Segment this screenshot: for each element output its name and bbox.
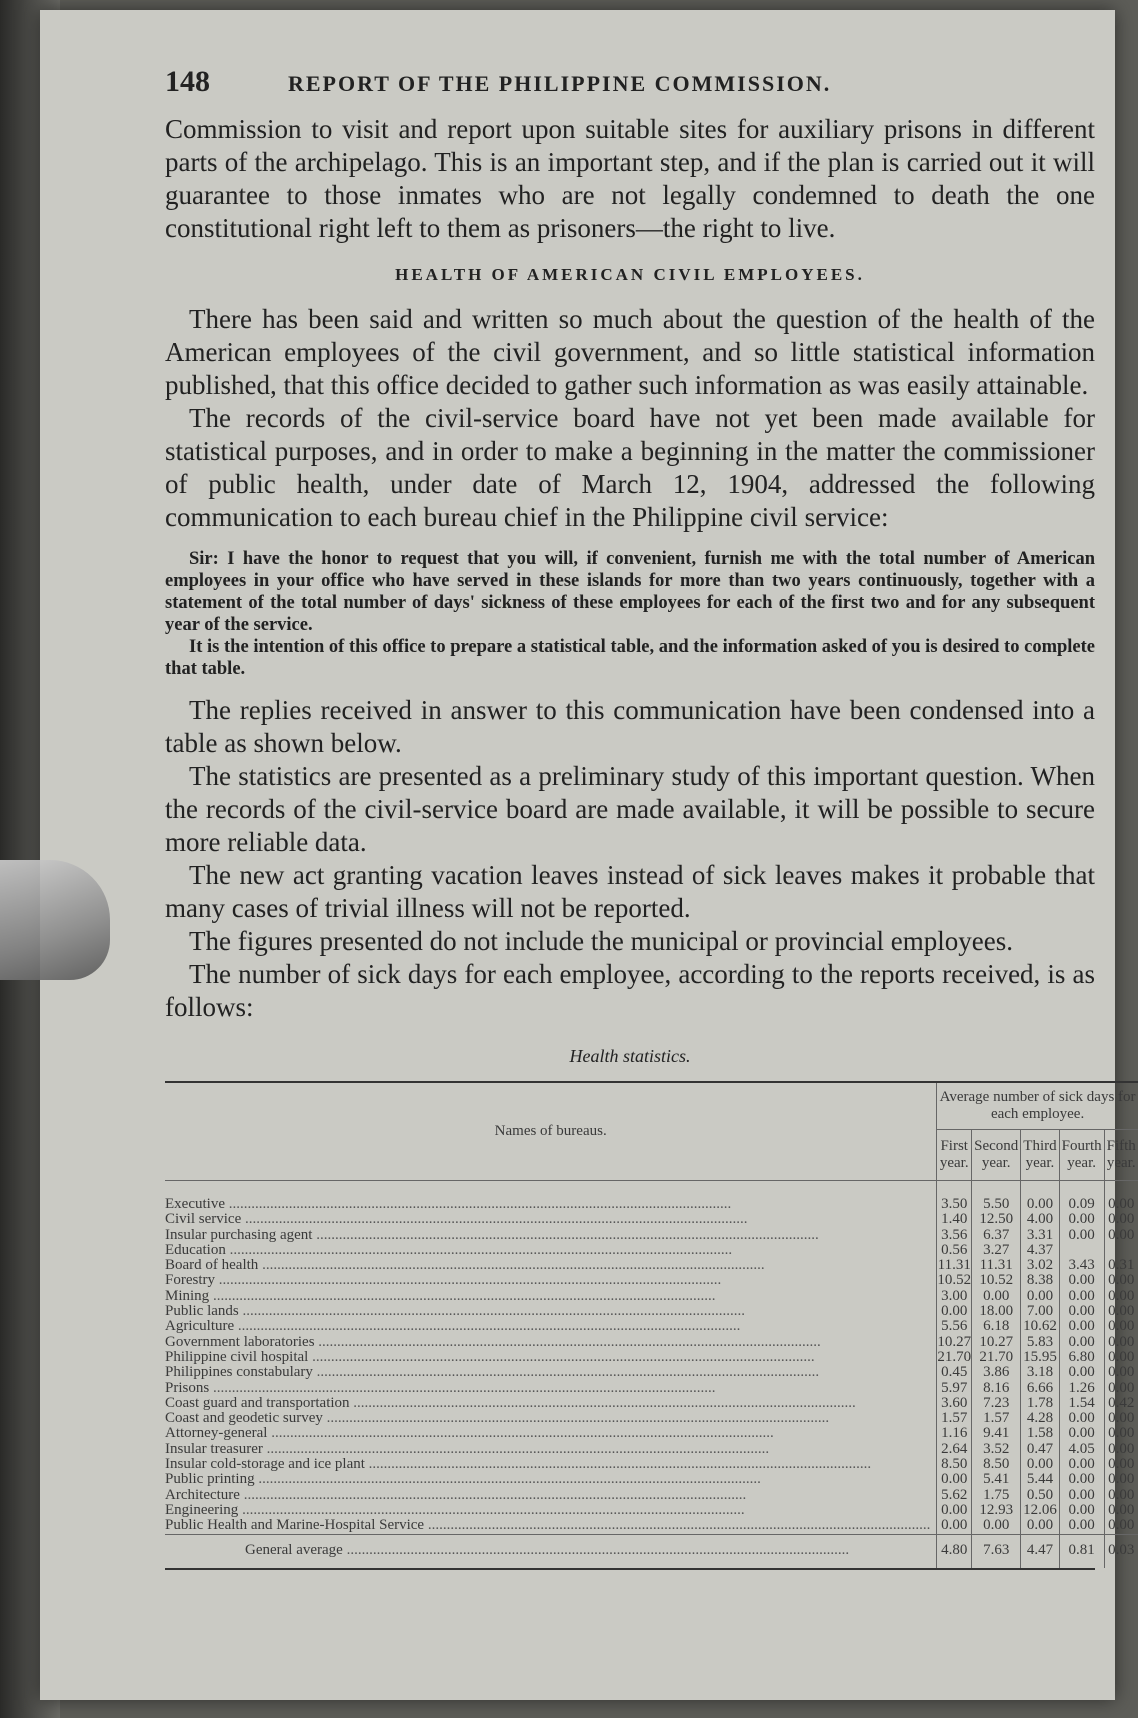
bureau-name: Philippine civil hospital ..... bbox=[165, 1350, 937, 1365]
sick-days-value: 10.52 bbox=[972, 1273, 1021, 1288]
table-row bbox=[165, 1319, 1138, 1334]
sick-days-value bbox=[1059, 1243, 1104, 1258]
table-row bbox=[165, 1304, 1138, 1319]
table-row bbox=[165, 1228, 1138, 1243]
sick-days-value bbox=[1104, 1243, 1138, 1258]
sick-days-value: 0.00 bbox=[1104, 1518, 1138, 1534]
sick-days-value: 1.54 bbox=[1059, 1396, 1104, 1411]
sick-days-value: 0.00 bbox=[1104, 1411, 1138, 1426]
average-value: 4.47 bbox=[1021, 1534, 1059, 1568]
sick-days-value: 3.86 bbox=[972, 1365, 1021, 1380]
sick-days-value: 0.42 bbox=[1104, 1396, 1138, 1411]
letter-paragraph-2: It is the intention of this office to prepare a statistical table, and the information asked of you is desired to complete that table. bbox=[165, 637, 1095, 679]
sick-days-value: 0.45 bbox=[937, 1365, 972, 1380]
sick-days-value: 5.41 bbox=[972, 1472, 1021, 1487]
sick-days-value: 4.28 bbox=[1021, 1411, 1059, 1426]
sick-days-value: 0.00 bbox=[1104, 1457, 1138, 1472]
sick-days-value: 0.00 bbox=[1104, 1442, 1138, 1457]
sick-days-value: 10.52 bbox=[937, 1272, 972, 1289]
sick-days-value: 0.00 bbox=[1059, 1411, 1104, 1426]
sick-days-value: 0.00 bbox=[1104, 1289, 1138, 1304]
table-row bbox=[165, 1503, 1138, 1518]
bureau-name: Public lands ..... bbox=[165, 1304, 937, 1319]
health-statistics-table bbox=[165, 1081, 1138, 1568]
table-row bbox=[165, 1335, 1138, 1350]
sick-days-value: 15.95 bbox=[1021, 1350, 1059, 1365]
sick-days-value: 8.50 bbox=[972, 1457, 1021, 1472]
bureau-name: Philippines constabulary ..... bbox=[165, 1365, 937, 1380]
sick-days-value: 3.50 bbox=[937, 1181, 972, 1213]
table-row bbox=[165, 1365, 1138, 1380]
bureau-name: Insular treasurer ..... bbox=[165, 1442, 937, 1457]
sick-days-value: 0.50 bbox=[1021, 1488, 1059, 1503]
average-value: 0.81 bbox=[1059, 1534, 1104, 1568]
sick-days-value: 3.60 bbox=[937, 1396, 972, 1411]
sick-days-value: 6.80 bbox=[1059, 1350, 1104, 1365]
sick-days-value: 0.31 bbox=[1104, 1258, 1138, 1273]
sick-days-value: 1.16 bbox=[937, 1426, 972, 1441]
bureau-name: Architecture ..... bbox=[165, 1488, 937, 1503]
bureau-name: Insular cold-storage and ice plant ..... bbox=[165, 1457, 937, 1472]
sick-days-value: 1.78 bbox=[1021, 1396, 1059, 1411]
table-header-row bbox=[165, 1082, 1138, 1130]
sick-days-value: 5.62 bbox=[937, 1488, 972, 1503]
table-row bbox=[165, 1212, 1138, 1227]
sick-days-value: 11.31 bbox=[972, 1258, 1021, 1273]
paragraph-1: Commission to visit and report upon suitable sites for auxiliary prisons in different parts of the archipelago. This is an important step, and if the plan is carried out it will guarantee to those inmates who are not legally condemned to death the one constitutional right left to them as prisoners—the right to live. bbox=[165, 114, 1095, 243]
sick-days-value: 10.62 bbox=[1021, 1319, 1059, 1334]
letter-paragraph-1: Sir: I have the honor to request that you will, if convenient, furnish me with the total number of American employees in your office who have served in these islands for more than two years continuously, together with a statement of the total number of days' sickness of these employees for each of the first two and for any subsequent year of the service. bbox=[165, 549, 1095, 635]
sick-days-value: 0.00 bbox=[1059, 1228, 1104, 1243]
table-bottom-rule bbox=[165, 1568, 1095, 1570]
sick-days-value: 3.56 bbox=[937, 1228, 972, 1243]
table-row bbox=[165, 1396, 1138, 1411]
names-column-header: Names of bureaus. bbox=[165, 1082, 937, 1181]
sick-days-value: 5.56 bbox=[937, 1319, 972, 1334]
sick-days-value: 4.37 bbox=[1021, 1243, 1059, 1258]
sick-days-value: 0.00 bbox=[972, 1289, 1021, 1304]
year-header: Fourth year. bbox=[1059, 1130, 1104, 1181]
year-header: Fifth year. bbox=[1104, 1130, 1138, 1181]
table-row bbox=[165, 1258, 1138, 1273]
sick-days-value: 12.93 bbox=[972, 1503, 1021, 1518]
sick-days-value: 12.50 bbox=[972, 1212, 1021, 1227]
document-page bbox=[40, 10, 1136, 1700]
sick-days-value: 2.64 bbox=[937, 1442, 972, 1457]
running-head: REPORT OF THE PHILIPPINE COMMISSION. bbox=[288, 71, 832, 96]
average-value: 0.03 bbox=[1104, 1534, 1138, 1568]
quoted-letter bbox=[165, 548, 1095, 680]
paragraph-6: The new act granting vacation leaves instead of sick leaves makes it probable that many cases of trivial illness will not be reported. bbox=[165, 860, 1095, 923]
table-caption: Health statistics. bbox=[569, 1046, 691, 1066]
table-row bbox=[165, 1472, 1138, 1487]
sick-days-value: 0.00 bbox=[1104, 1426, 1138, 1441]
sick-days-value: 1.57 bbox=[937, 1411, 972, 1426]
sick-days-value: 0.00 bbox=[1104, 1503, 1138, 1518]
sick-days-value: 0.00 bbox=[1059, 1319, 1104, 1334]
sick-days-value: 1.40 bbox=[937, 1212, 972, 1227]
sick-days-value: 0.00 bbox=[1059, 1212, 1104, 1227]
sick-days-value: 8.38 bbox=[1021, 1273, 1059, 1288]
sick-days-value: 3.27 bbox=[972, 1243, 1021, 1258]
sick-days-value: 0.00 bbox=[1104, 1273, 1138, 1288]
table-row bbox=[165, 1243, 1138, 1258]
sick-days-value: 0.00 bbox=[972, 1518, 1021, 1534]
sick-days-value: 3.52 bbox=[972, 1442, 1021, 1457]
sick-days-value: 6.18 bbox=[972, 1319, 1021, 1334]
bureau-name: Executive ..... bbox=[165, 1181, 937, 1213]
table-row bbox=[165, 1273, 1138, 1288]
sick-days-value: 5.50 bbox=[972, 1181, 1021, 1213]
table-body bbox=[165, 1181, 1138, 1535]
sick-days-value: 0.00 bbox=[1059, 1289, 1104, 1304]
year-header: First year. bbox=[937, 1130, 972, 1181]
page-number: 148 bbox=[165, 65, 210, 98]
sick-days-value: 3.31 bbox=[1021, 1228, 1059, 1243]
sick-days-value: 0.00 bbox=[1059, 1335, 1104, 1350]
bureau-name: Government laboratories ..... bbox=[165, 1335, 937, 1350]
sick-days-value: 0.00 bbox=[1104, 1350, 1138, 1365]
bureau-name: Education ..... bbox=[165, 1243, 937, 1258]
sick-days-value: 0.00 bbox=[937, 1472, 972, 1487]
sick-days-value: 0.00 bbox=[1059, 1488, 1104, 1503]
sick-days-value: 8.50 bbox=[937, 1457, 972, 1472]
thumb bbox=[0, 860, 110, 980]
table-row bbox=[165, 1426, 1138, 1441]
bureau-name: Coast guard and transportation ..... bbox=[165, 1396, 937, 1411]
sick-days-value: 3.18 bbox=[1021, 1365, 1059, 1380]
sick-days-value: 1.75 bbox=[972, 1488, 1021, 1503]
sick-days-value: 0.00 bbox=[1059, 1472, 1104, 1487]
sick-days-value: 0.00 bbox=[1021, 1181, 1059, 1213]
sick-days-value: 21.70 bbox=[937, 1348, 972, 1365]
year-header: Third year. bbox=[1021, 1130, 1059, 1181]
sick-days-value: 0.00 bbox=[1104, 1335, 1138, 1350]
paragraph-4: The replies received in answer to this communication have been condensed into a table as shown below. bbox=[165, 695, 1095, 758]
sick-days-value: 0.00 bbox=[1104, 1304, 1138, 1319]
sick-days-value: 1.57 bbox=[972, 1411, 1021, 1426]
sick-days-value: 0.00 bbox=[1104, 1319, 1138, 1334]
sick-days-value: 0.00 bbox=[1059, 1503, 1104, 1518]
bureau-name: Coast and geodetic survey ..... bbox=[165, 1411, 937, 1426]
sick-days-value: 9.41 bbox=[972, 1426, 1021, 1441]
table-row bbox=[165, 1181, 1138, 1213]
section-heading: HEALTH OF AMERICAN CIVIL EMPLOYEES. bbox=[395, 265, 865, 284]
sick-days-value: 0.00 bbox=[1104, 1365, 1138, 1380]
sick-days-value: 0.00 bbox=[1104, 1381, 1138, 1396]
sick-days-value: 1.58 bbox=[1021, 1426, 1059, 1441]
average-value: 7.63 bbox=[972, 1534, 1021, 1568]
sick-days-value: 0.00 bbox=[1059, 1365, 1104, 1380]
sick-days-value: 10.27 bbox=[937, 1333, 972, 1350]
table-row bbox=[165, 1457, 1138, 1472]
sick-days-value: 0.09 bbox=[1059, 1181, 1104, 1213]
table-row bbox=[165, 1442, 1138, 1457]
bureau-name: Public printing ..... bbox=[165, 1472, 937, 1487]
sick-days-value: 0.00 bbox=[1104, 1212, 1138, 1227]
paragraph-2: There has been said and written so much about the question of the health of the American employees of the civil government, and so little statistical information published, that this office decided to gather such information as was easily attainable. bbox=[165, 304, 1095, 400]
bureau-name: Civil service ..... bbox=[165, 1212, 937, 1227]
sick-days-value: 1.26 bbox=[1059, 1381, 1104, 1396]
page-content bbox=[165, 65, 1136, 1570]
sick-days-value: 0.00 bbox=[937, 1503, 972, 1518]
average-value: 4.80 bbox=[937, 1534, 972, 1568]
paragraph-8: The number of sick days for each employee, according to the reports received, is as follows: bbox=[165, 959, 1095, 1022]
sick-days-value: 5.44 bbox=[1021, 1472, 1059, 1487]
bureau-name: Insular purchasing agent ..... bbox=[165, 1228, 937, 1243]
paragraph-3: The records of the civil-service board have not yet been made available for statistical purposes, and in order to make a beginning in the matter the commissioner of public health, under date of March 12, 1904, addressed the following communication to each bureau chief in the Philippine civil service: bbox=[165, 403, 1095, 532]
table-row bbox=[165, 1381, 1138, 1396]
sick-days-value: 0.00 bbox=[1021, 1518, 1059, 1534]
sick-days-value: 21.70 bbox=[972, 1350, 1021, 1365]
sick-days-value: 0.00 bbox=[937, 1304, 972, 1319]
sick-days-value: 3.00 bbox=[937, 1289, 972, 1304]
page-header bbox=[165, 65, 1095, 99]
sick-days-value: 4.00 bbox=[1021, 1212, 1059, 1227]
sick-days-value: 6.37 bbox=[972, 1228, 1021, 1243]
table-row bbox=[165, 1518, 1138, 1534]
sick-days-value: 0.00 bbox=[1104, 1181, 1138, 1213]
sick-days-value: 3.02 bbox=[1021, 1258, 1059, 1273]
sick-days-value: 0.00 bbox=[1104, 1228, 1138, 1243]
sick-days-value: 5.83 bbox=[1021, 1335, 1059, 1350]
sick-days-value: 0.00 bbox=[937, 1518, 972, 1534]
bureau-name: Board of health ..... bbox=[165, 1258, 937, 1273]
bureau-name: Engineering ..... bbox=[165, 1503, 937, 1518]
sick-days-value: 6.66 bbox=[1021, 1381, 1059, 1396]
sick-days-value: 0.00 bbox=[1059, 1457, 1104, 1472]
year-header: Second year. bbox=[972, 1130, 1021, 1181]
sick-days-value: 7.00 bbox=[1021, 1304, 1059, 1319]
sick-days-value: 8.16 bbox=[972, 1381, 1021, 1396]
sick-days-value: 7.23 bbox=[972, 1396, 1021, 1411]
sick-days-value: 0.00 bbox=[1021, 1289, 1059, 1304]
table-row bbox=[165, 1289, 1138, 1304]
sick-days-value: 0.00 bbox=[1104, 1472, 1138, 1487]
sick-days-value: 0.00 bbox=[1059, 1426, 1104, 1441]
sick-days-value: 4.05 bbox=[1059, 1442, 1104, 1457]
sick-days-value: 10.27 bbox=[972, 1335, 1021, 1350]
bureau-name: Agriculture ..... bbox=[165, 1319, 937, 1334]
sick-days-value: 0.00 bbox=[1021, 1457, 1059, 1472]
group-column-header: Average number of sick days for each employee. bbox=[937, 1082, 1138, 1130]
bureau-name: Prisons ..... bbox=[165, 1381, 937, 1396]
sick-days-value: 0.47 bbox=[1021, 1442, 1059, 1457]
sick-days-value: 0.00 bbox=[1104, 1488, 1138, 1503]
sick-days-value: 0.00 bbox=[1059, 1304, 1104, 1319]
sick-days-value: 3.43 bbox=[1059, 1258, 1104, 1273]
table-row bbox=[165, 1488, 1138, 1503]
sick-days-value: 12.06 bbox=[1021, 1503, 1059, 1518]
table-row bbox=[165, 1350, 1138, 1365]
table-row bbox=[165, 1411, 1138, 1426]
paragraph-5: The statistics are presented as a preliminary study of this important question. When the records of the civil-service board are made available, it will be possible to secure more reliable data. bbox=[165, 761, 1095, 857]
sick-days-value: 0.00 bbox=[1059, 1273, 1104, 1288]
bureau-name: Public Health and Marine-Hospital Service ..... bbox=[165, 1518, 937, 1534]
average-label: General average ..... bbox=[165, 1534, 937, 1568]
bureau-name: Forestry ..... bbox=[165, 1273, 937, 1288]
sick-days-value: 0.56 bbox=[937, 1243, 972, 1258]
bureau-name: Mining ..... bbox=[165, 1289, 937, 1304]
paragraph-7: The figures presented do not include the municipal or provincial employees. bbox=[189, 926, 1014, 956]
sick-days-value: 5.97 bbox=[937, 1381, 972, 1396]
sick-days-value: 0.00 bbox=[1059, 1518, 1104, 1534]
sick-days-value: 18.00 bbox=[972, 1304, 1021, 1319]
general-average-row bbox=[165, 1534, 1138, 1568]
bureau-name: Attorney-general ..... bbox=[165, 1426, 937, 1441]
sick-days-value: 11.31 bbox=[937, 1257, 971, 1274]
